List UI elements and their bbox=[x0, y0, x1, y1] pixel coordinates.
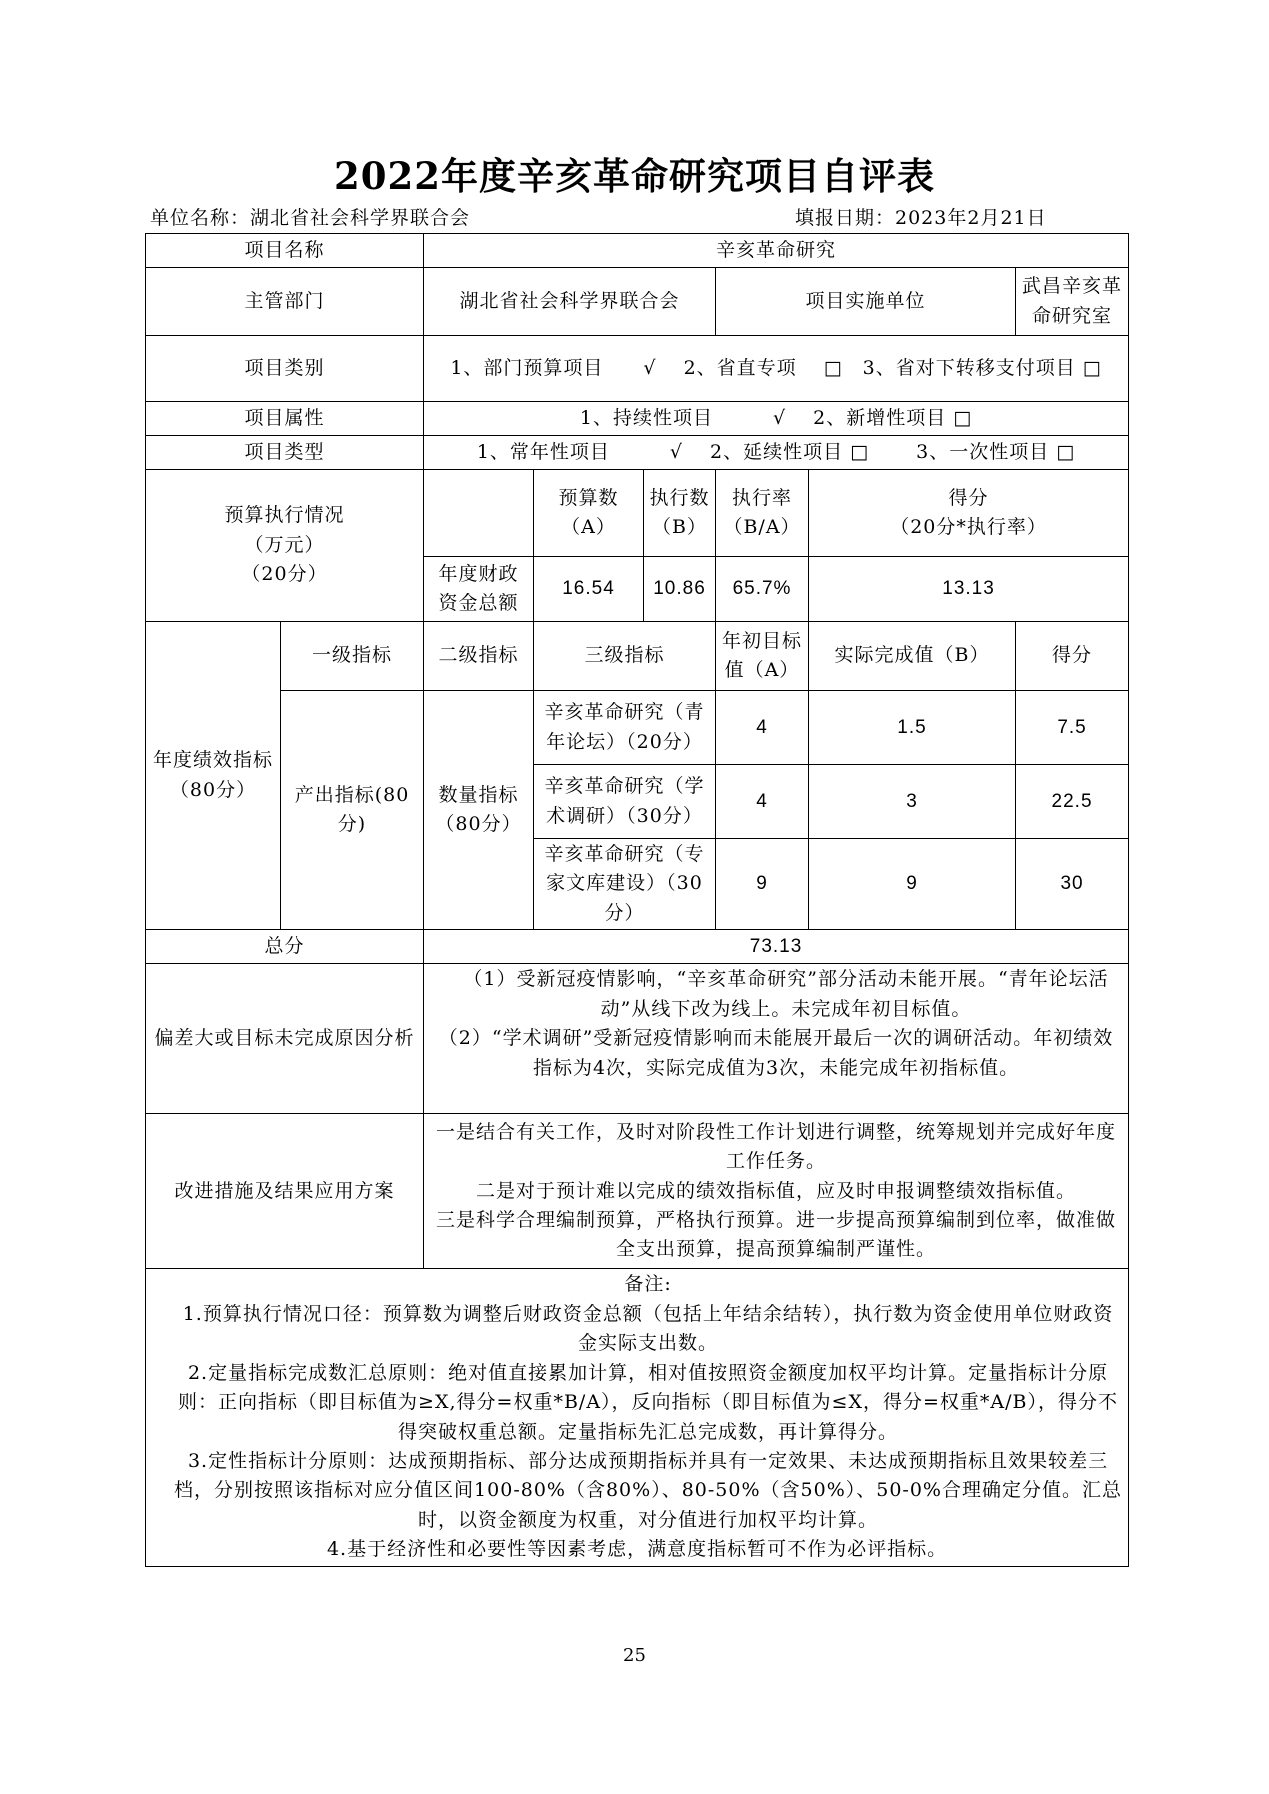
perf-level2-line2: （80分） bbox=[435, 813, 522, 836]
attribute-label: 项目属性 bbox=[146, 402, 424, 436]
budget-col-a: 预算数（A） bbox=[534, 470, 644, 557]
perf-header-level1: 一级指标 bbox=[281, 622, 424, 691]
note-item-3: 3.定性指标计分原则：达成预期指标、部分达成预期指标并具有一定效果、未达成预期指标且效果较差三档，分别按照该指标对应分值区间100-80%（含80%）、80-50%（含50%）、50-0%合理确定分值。汇总时，以资金额度为权重，对分值进行加权平均计算。 bbox=[174, 1449, 1122, 1531]
notes-heading: 备注: bbox=[624, 1273, 672, 1296]
attribute-value: 1、持续性项目 √ 2、新增性项目 □ bbox=[424, 402, 1129, 436]
perf-level2-line1: 数量指标 bbox=[438, 783, 519, 806]
budget-empty-cell bbox=[424, 470, 534, 557]
budget-row-label: 年度财政资金总额 bbox=[424, 557, 534, 622]
perf-header-level2: 二级指标 bbox=[424, 622, 534, 691]
impl-unit-label: 项目实施单位 bbox=[716, 268, 1016, 336]
budget-col-rate-line1: 执行率 bbox=[732, 486, 793, 509]
dept-label: 主管部门 bbox=[146, 268, 424, 336]
budget-col-b-line2: （B） bbox=[652, 516, 707, 538]
perf-header-score: 得分 bbox=[1016, 622, 1129, 691]
category-value: 1、部门预算项目 √ 2、省直专项 □ 3、省对下转移支付项目 □ bbox=[424, 336, 1129, 402]
budget-rate-value: 65.7% bbox=[716, 557, 809, 622]
budget-label-line3: （20分） bbox=[241, 563, 328, 586]
budget-label bbox=[146, 470, 424, 622]
note-item-4: 4.基于经济性和必要性等因素考虑，满意度指标暂可不作为必评指标。 bbox=[326, 1538, 948, 1561]
improvement-text bbox=[424, 1114, 1129, 1269]
improvement-line2: 二是对于预计难以完成的绩效指标值，应及时申报调整绩效指标值。 bbox=[476, 1179, 1077, 1202]
dept-value: 湖北省社会科学界联合会 bbox=[424, 268, 716, 336]
budget-col-score-line2: （20分*执行率） bbox=[890, 516, 1047, 538]
type-value: 1、常年性项目 √ 2、延续性项目 □ 3、一次性项目 □ bbox=[424, 436, 1129, 470]
budget-col-score-line1: 得分 bbox=[948, 486, 989, 509]
impl-unit-value: 武昌辛亥革命研究室 bbox=[1016, 268, 1129, 336]
page-number: 25 bbox=[623, 1645, 646, 1666]
fill-date: 填报日期：2023年2月21日 bbox=[795, 207, 1047, 229]
project-name-label: 项目名称 bbox=[146, 234, 424, 268]
indicator-score: 7.5 bbox=[1016, 691, 1129, 765]
project-name: 辛亥革命研究 bbox=[424, 234, 1129, 268]
performance-label bbox=[146, 622, 281, 930]
deviation-label: 偏差大或目标未完成原因分析 bbox=[146, 964, 424, 1114]
indicator-actual: 9 bbox=[809, 839, 1016, 930]
budget-col-b bbox=[644, 470, 716, 557]
deviation-line2: （2）“学术调研”受新冠疫情影响而未能展开最后一次的调研活动。年初绩效指标为4次，实际完成值为3次，未能完成年初指标值。 bbox=[438, 1027, 1114, 1079]
deviation-line1: （1）受新冠疫情影响，“辛亥革命研究”部分活动未能开展。“青年论坛活动”从线下改为线上。未完成年初目标值。 bbox=[463, 968, 1109, 1020]
perf-level2-quantity bbox=[424, 691, 534, 930]
note-item-2: 2.定量指标完成数汇总原则：绝对值直接累加计算，相对值按照资金额度加权平均计算。定量指标计分原则：正向指标（即目标值为≥X,得分=权重*B/A），反向指标（即目标值为≤X，得分=权重*A/B），得分不得突破权重总额。定量指标先汇总完成数，再计算得分。 bbox=[178, 1361, 1118, 1443]
perf-header-actual: 实际完成值（B） bbox=[809, 622, 1016, 691]
performance-label-line2: （80分） bbox=[169, 778, 257, 801]
budget-label-line2: （万元） bbox=[244, 533, 325, 556]
indicator-actual: 3 bbox=[809, 765, 1016, 839]
indicator-score: 30 bbox=[1016, 839, 1129, 930]
total-label: 总分 bbox=[146, 930, 424, 964]
improvement-line1: 一是结合有关工作，及时对阶段性工作计划进行调整，统筹规划并完成好年度工作任务。 bbox=[436, 1120, 1117, 1173]
improvement-label: 改进措施及结果应用方案 bbox=[146, 1114, 424, 1269]
unit-name: 单位名称：湖北省社会科学界联合会 bbox=[150, 207, 471, 229]
budget-col-rate-line2: （B/A） bbox=[723, 516, 801, 538]
improvement-line3: 三是科学合理编制预算，严格执行预算。进一步提高预算编制到位率，做准做全支出预算，提高预算编制严谨性。 bbox=[436, 1209, 1117, 1261]
indicator-target: 4 bbox=[716, 765, 809, 839]
perf-header-target: 年初目标值（A） bbox=[716, 622, 809, 691]
budget-col-rate bbox=[716, 470, 809, 557]
budget-col-b-line1: 执行数 bbox=[649, 486, 710, 509]
type-label: 项目类型 bbox=[146, 436, 424, 470]
budget-a-value: 16.54 bbox=[534, 557, 644, 622]
category-label: 项目类别 bbox=[146, 336, 424, 402]
budget-b-value: 10.86 bbox=[644, 557, 716, 622]
performance-label-line1: 年度绩效指标 bbox=[152, 749, 273, 772]
notes-section bbox=[146, 1269, 1129, 1566]
budget-score-value: 13.13 bbox=[809, 557, 1129, 622]
indicator-name: 辛亥革命研究（专家文库建设）（30分） bbox=[534, 839, 716, 930]
indicator-name: 辛亥革命研究（青年论坛）（20分） bbox=[534, 691, 716, 765]
budget-label-line1: 预算执行情况 bbox=[224, 504, 345, 527]
budget-col-score bbox=[809, 470, 1129, 557]
indicator-actual: 1.5 bbox=[809, 691, 1016, 765]
total-value: 73.13 bbox=[424, 930, 1129, 964]
note-item-1: 1.预算执行情况口径：预算数为调整后财政资金总额（包括上年结余结转），执行数为资金使用单位财政资金实际支出数。 bbox=[182, 1302, 1114, 1355]
indicator-target: 9 bbox=[716, 839, 809, 930]
evaluation-table bbox=[145, 233, 1129, 1567]
indicator-target: 4 bbox=[716, 691, 809, 765]
indicator-score: 22.5 bbox=[1016, 765, 1129, 839]
perf-header-level3: 三级指标 bbox=[534, 622, 716, 691]
deviation-text bbox=[424, 964, 1129, 1114]
perf-level1-output: 产出指标(80分) bbox=[281, 691, 424, 930]
page-title: 2022年度辛亥革命研究项目自评表 bbox=[334, 154, 935, 198]
indicator-name: 辛亥革命研究（学术调研）（30分） bbox=[534, 765, 716, 839]
